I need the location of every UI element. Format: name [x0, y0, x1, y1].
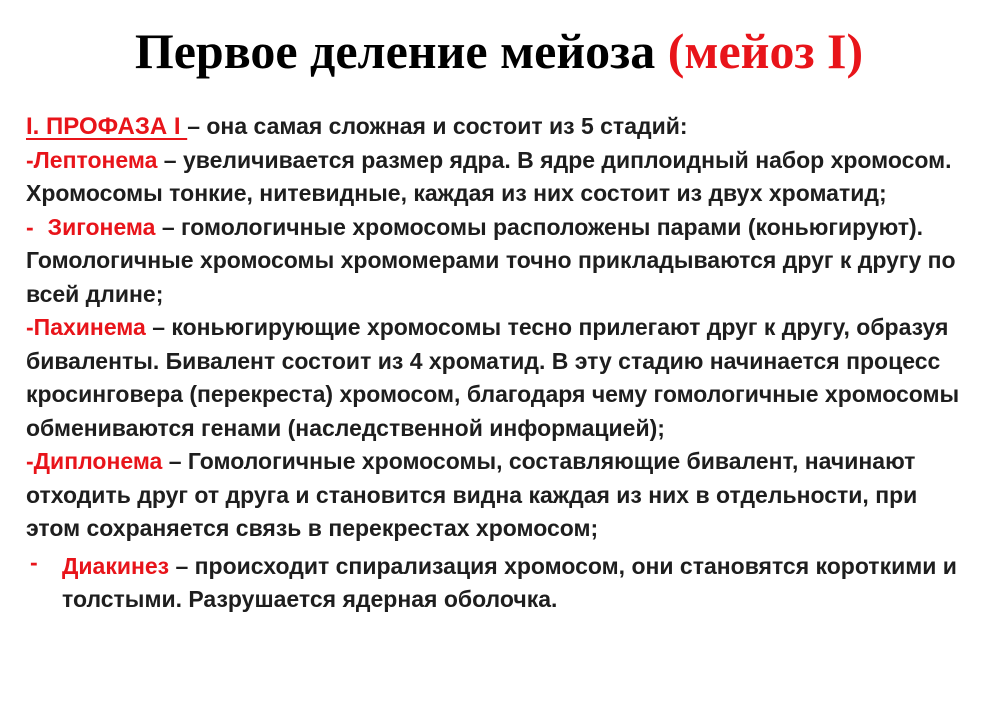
stage-dash: -: [26, 448, 34, 474]
stage-dash: -: [26, 146, 34, 173]
stage-name: Зигонема: [47, 213, 156, 240]
stage-text: – коньюгирующие хромосомы тесно прилегают друг к другу, образуя биваленты. Бивалент состоит из 4 хроматид. В эту стадию начинается процесс кросинговера (перекреста) хромосом, благодаря чему гомологичные хромосомы обмениваются генами (наследственной информацией);: [26, 314, 960, 441]
stage-text: – происходит спирализация хромосом, они становятся короткими и толстыми. Разрушается ядерная оболочка.: [62, 552, 957, 612]
stage-pachynema: [26, 311, 976, 445]
stage-zygonema: [26, 211, 976, 312]
prophase-text: – она самая сложная и состоит из 5 стадий:: [187, 113, 688, 139]
content-body: [26, 110, 976, 617]
stage-leptonema: [26, 144, 976, 211]
stage-diplonema: [26, 445, 976, 546]
title-main: Первое деление мейоза: [134, 23, 668, 79]
prophase-line: [26, 110, 976, 144]
stage-dash: -: [30, 548, 38, 575]
title-accent: (мейоз I): [667, 23, 864, 79]
stage-name: Лептонема: [33, 146, 158, 173]
stage-dash: -: [26, 213, 34, 240]
stage-name: Диплонема: [33, 448, 163, 474]
stage-dash: -: [26, 314, 34, 340]
prophase-label: I. ПРОФАЗА I: [26, 113, 188, 140]
page-title: [0, 18, 998, 84]
stage-name: Пахинема: [33, 314, 146, 340]
stage-text: – увеличивается размер ядра. В ядре диплоидный набор хромосом. Хромосомы тонкие, нитевидные, каждая из них состоит из двух хроматид;: [26, 146, 952, 206]
stage-text: – гомологичные хромосомы расположены парами (коньюгируют). Гомологичные хромосомы хромомерами точно прикладываются друг к другу по всей длине;: [26, 213, 956, 307]
stage-diakinesis: [26, 550, 976, 617]
stage-text: – Гомологичные хромосомы, составляющие бивалент, начинают отходить друг от друга и становится видна каждая из них в отдельности, при этом сохраняется связь в перекрестах хромосом;: [26, 448, 918, 541]
stage-name: Диакинез: [62, 552, 170, 579]
